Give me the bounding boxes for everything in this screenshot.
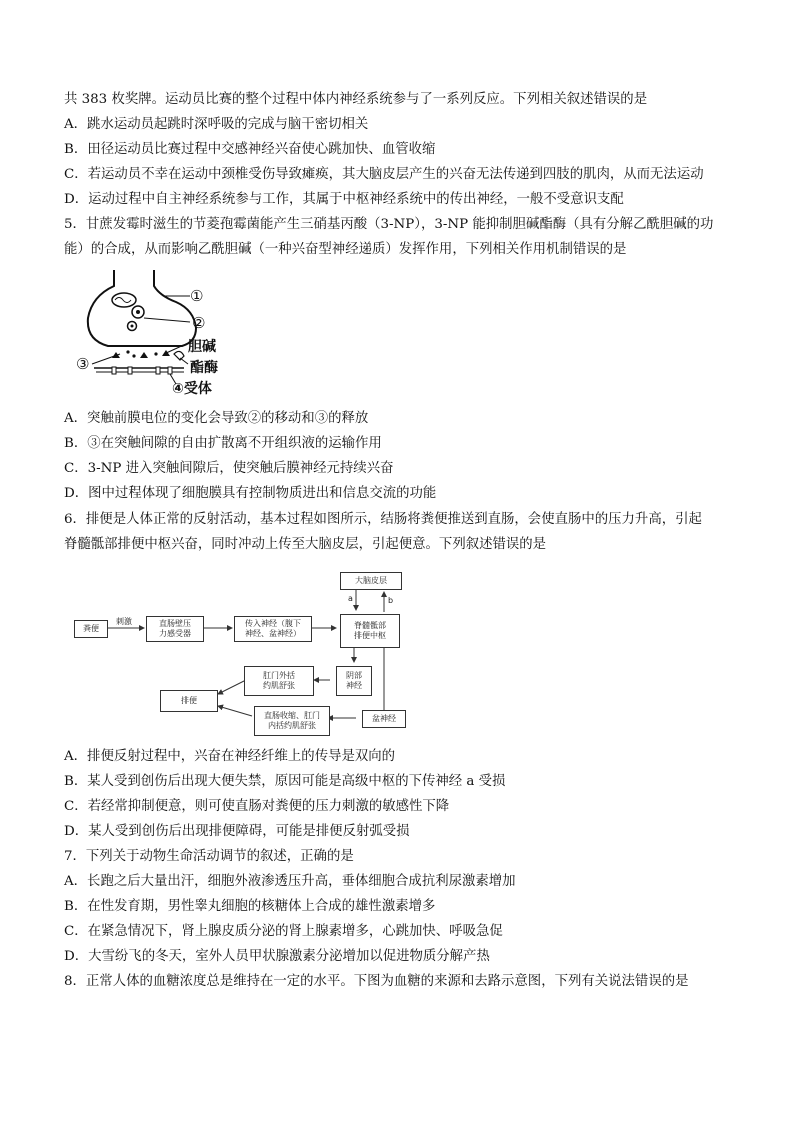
question-6-stem-line2: 脊髓骶部排便中枢兴奋，同时冲动上传至大脑皮层，引起便意。下列叙述错误的是 bbox=[64, 537, 547, 552]
question-7-stem: 7．下列关于动物生命活动调节的叙述，正确的是 bbox=[64, 849, 354, 864]
q6-option-a: A．排便反射过程中，兴奋在神经纤维上的传导是双向的 bbox=[64, 749, 396, 764]
q6-option-d: D．某人受到创伤后出现排便障碍，可能是排便反射弧受损 bbox=[64, 824, 410, 839]
box-rectum-contract: 直肠收缩、肛门 内括约肌舒张 bbox=[254, 706, 330, 736]
q4-option-b: B．田径运动员比赛过程中交感神经兴奋使心跳加快、血管收缩 bbox=[64, 142, 436, 157]
question-5-stem-line2: 能）的合成，从而影响乙酰胆碱（一种兴奋型神经递质）发挥作用，下列相关作用机制错误的是 bbox=[64, 242, 627, 257]
box-pudendal-nerve: 阴部 神经 bbox=[336, 666, 372, 696]
label-4-receptor: ④受体 bbox=[172, 381, 212, 397]
q5-option-c: C．3-NP 进入突触间隙后，使突触后膜神经元持续兴奋 bbox=[64, 461, 394, 476]
q4-option-c: C．若运动员不幸在运动中颈椎受伤导致瘫痪，其大脑皮层产生的兴奋无法传递到四肢的肌肉，从而无法运动 bbox=[64, 167, 704, 182]
q5-option-b: B．③在突触间隙的自由扩散离不开组织液的运输作用 bbox=[64, 436, 382, 451]
label-a: a bbox=[348, 594, 353, 603]
box-pressure-receptor: 直肠壁压 力感受器 bbox=[146, 616, 204, 642]
label-choline: 胆碱 bbox=[188, 339, 216, 355]
synapse-figure bbox=[72, 268, 232, 403]
question-4-stem-end: 共 383 枚奖牌。运动员比赛的整个过程中体内神经系统参与了一系列反应。下列相关叙述错误的是 bbox=[64, 92, 648, 107]
q7-option-d: D．大雪纷飞的冬天，室外人员甲状腺激素分泌增加以促进物质分解产热 bbox=[64, 949, 490, 964]
label-esterase: 酯酶 bbox=[190, 360, 218, 376]
label-2: ② bbox=[192, 314, 206, 332]
q7-option-a: A．长跑之后大量出汗，细胞外液渗透压升高，垂体细胞合成抗利尿激素增加 bbox=[64, 874, 516, 889]
box-external-sphincter: 肛门外括 约肌舒张 bbox=[244, 666, 314, 696]
q4-option-d: D．运动过程中自主神经系统参与工作，其属于中枢神经系统中的传出神经，一般不受意识支配 bbox=[64, 192, 624, 207]
q6-option-c: C．若经常抑制便意，则可使直肠对粪便的压力刺激的敏感性下降 bbox=[64, 799, 450, 814]
q5-option-d: D．图中过程体现了细胞膜具有控制物质进出和信息交流的功能 bbox=[64, 486, 437, 501]
label-1: ① bbox=[190, 287, 204, 305]
q7-option-c: C．在紧急情况下，肾上腺皮质分泌的肾上腺素增多，心跳加快、呼吸急促 bbox=[64, 924, 503, 939]
question-6-stem-line1: 6．排便是人体正常的反射活动，基本过程如图所示，结肠将粪便推送到直肠，会使直肠中的压力升高，引起 bbox=[64, 512, 702, 527]
box-cerebral-cortex: 大脑皮层 bbox=[340, 572, 402, 590]
box-afferent-nerve: 传入神经（腹下 神经、盆神经） bbox=[234, 616, 312, 642]
question-5-stem-line1: 5．甘蔗发霉时滋生的节菱孢霉菌能产生三硝基丙酸（3-NP），3-NP 能抑制胆碱酯酶（具有分解乙酰胆碱的功 bbox=[64, 217, 714, 232]
label-3: ③ bbox=[76, 355, 90, 373]
label-b: b bbox=[388, 596, 394, 605]
box-pelvic-nerve: 盆神经 bbox=[362, 710, 406, 728]
label-stimulus: 刺激 bbox=[116, 617, 132, 626]
q6-option-b: B．某人受到创伤后出现大便失禁，原因可能是高级中枢的下传神经 a 受损 bbox=[64, 774, 506, 789]
box-feces: 粪便 bbox=[74, 620, 108, 638]
box-defecation: 排便 bbox=[160, 690, 218, 712]
question-8-stem: 8．正常人体的血糖浓度总是维持在一定的水平。下图为血糖的来源和去路示意图，下列有关说法错误的是 bbox=[64, 974, 689, 989]
box-sacral-center: 脊髓骶部 排便中枢 bbox=[340, 614, 400, 648]
q4-option-a: A．跳水运动员起跳时深呼吸的完成与脑干密切相关 bbox=[64, 117, 369, 132]
defecation-flow-diagram bbox=[68, 566, 414, 738]
q5-option-a: A．突触前膜电位的变化会导致②的移动和③的释放 bbox=[64, 411, 369, 426]
q7-option-b: B．在性发育期，男性睾丸细胞的核糖体上合成的雄性激素增多 bbox=[64, 899, 436, 914]
